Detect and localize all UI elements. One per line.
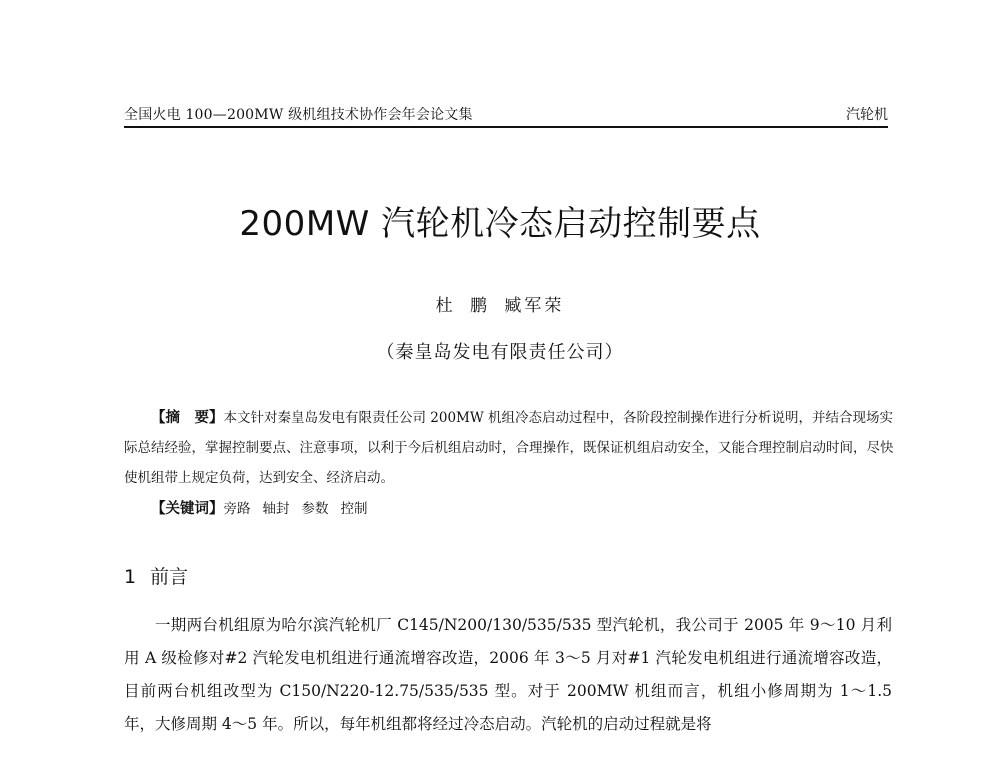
paper-title: 200MW 汽轮机冷态启动控制要点 <box>239 204 761 244</box>
section-heading <box>124 562 188 589</box>
keywords <box>124 497 894 518</box>
keyword-item: 控制 <box>340 501 368 517</box>
keyword-item: 参数 <box>301 501 329 517</box>
authors: 杜 鹏 臧军荣 <box>435 296 565 316</box>
abstract-label: 【摘 要】 <box>151 410 224 426</box>
running-header-right: 汽轮机 <box>846 107 888 123</box>
running-header-left: 全国火电 100—200MW 级机组技术协作会年会论文集 <box>124 107 473 123</box>
section-title: 前言 <box>150 566 189 588</box>
section-number: 1 <box>124 566 137 588</box>
keyword-item: 轴封 <box>262 501 290 517</box>
header-divider <box>124 126 888 128</box>
keywords-label: 【关键词】 <box>151 501 224 517</box>
abstract <box>124 403 894 493</box>
keyword-item: 旁路 <box>223 501 251 517</box>
section-body-paragraph: 一期两台机组原为哈尔滨汽轮机厂 C145/N200/130/535/535 型汽轮机，我公司于 2005 年 9～10 月利用 A 级检修对#2 汽轮发电机组进行通流增容改造，2006 年 3～5 月对#1 汽轮发电机组进行通流增容改造，目前两台机组改型为 C150/N220-12.75/535/535 型。对于 200MW 机组而言，机组小修周期为 1～1.5 年，大修周期 4～5 年。所以，每年机组都将经过冷态启动。汽轮机的启动过程就是将 <box>124 616 892 733</box>
affiliation: （秦皇岛发电有限责任公司） <box>376 342 624 363</box>
abstract-text: 本文针对秦皇岛发电有限责任公司 200MW 机组冷态启动过程中，各阶段控制操作进行分析说明，并结合现场实际总结经验，掌握控制要点、注意事项，以利于今后机组启动时，合理操作，既保证机组启动安全，又能合理控制启动时间，尽快使机组带上规定负荷，达到安全、经济启动。 <box>124 410 894 486</box>
